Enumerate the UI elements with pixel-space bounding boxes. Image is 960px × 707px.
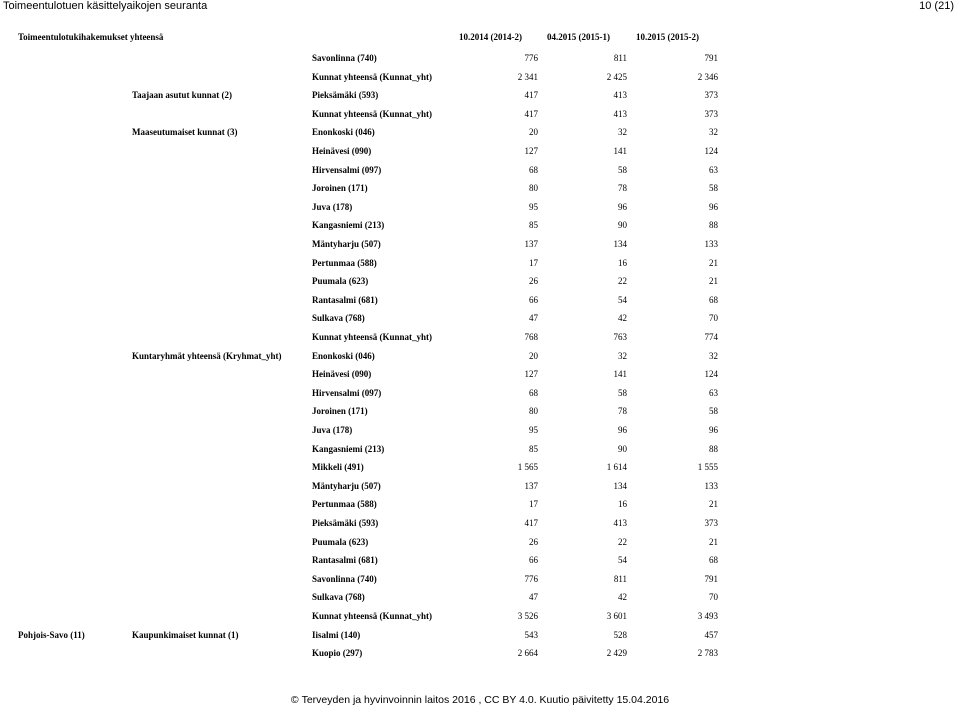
value-cell: 17 [529,258,538,268]
value-cell: 2 341 [517,72,538,82]
value-cell: 20 [529,351,538,361]
value-cell: 3 526 [517,611,538,621]
row-region-label: Pohjois-Savo (11) [18,630,85,640]
value-cell: 85 [529,444,538,454]
value-cell: 791 [704,53,718,63]
value-cell: 124 [704,146,718,156]
value-cell: 124 [704,369,718,379]
value-cell: 54 [618,555,627,565]
value-cell: 2 664 [517,648,538,658]
value-cell: 1 565 [517,462,538,472]
value-cell: 26 [529,537,538,547]
value-cell: 763 [613,332,627,342]
value-cell: 66 [529,295,538,305]
row-group-label: Kuntaryhmät yhteensä (Kryhmat_yht) [132,351,282,361]
value-cell: 134 [613,239,627,249]
value-cell: 768 [524,332,538,342]
copyright-symbol: © [290,694,299,706]
column-header-2015-2: 10.2015 (2015-2) [636,32,699,42]
row-municipality-label: Rantasalmi (681) [312,295,378,305]
value-cell: 96 [709,425,718,435]
row-municipality-label: Puumala (623) [312,537,369,547]
value-cell: 47 [529,592,538,602]
value-cell: 1 555 [697,462,718,472]
value-cell: 133 [704,239,718,249]
value-cell: 88 [709,444,718,454]
row-municipality-label: Enonkoski (046) [312,351,375,361]
value-cell: 2 425 [606,72,627,82]
row-municipality-label: Rantasalmi (681) [312,555,378,565]
value-cell: 1 614 [606,462,627,472]
row-municipality-label: Joroinen (171) [312,406,368,416]
value-cell: 96 [709,202,718,212]
value-cell: 66 [529,555,538,565]
row-municipality-label: Enonkoski (046) [312,127,375,137]
row-municipality-label: Savonlinna (740) [312,53,377,63]
row-municipality-label: Kangasniemi (213) [312,444,385,454]
value-cell: 22 [618,276,627,286]
row-municipality-label: Mikkeli (491) [312,462,364,472]
row-municipality-label: Kunnat yhteensä (Kunnat_yht) [312,109,433,119]
row-municipality-label: Hirvensalmi (097) [312,388,382,398]
value-cell: 16 [618,499,627,509]
value-cell: 26 [529,276,538,286]
column-header-2014-2: 10.2014 (2014-2) [459,32,522,42]
value-cell: 413 [613,109,627,119]
row-municipality-label: Mäntyharju (507) [312,239,381,249]
value-cell: 80 [529,183,538,193]
column-header-2015-1: 04.2015 (2015-1) [547,32,610,42]
value-cell: 2 346 [697,72,718,82]
value-cell: 58 [618,388,627,398]
value-cell: 137 [524,481,538,491]
report-title: Toimeentulotuen käsittelyaikojen seuranta [3,0,208,12]
value-cell: 127 [524,369,538,379]
value-cell: 68 [709,295,718,305]
value-cell: 68 [529,165,538,175]
row-municipality-label: Heinävesi (090) [312,369,372,379]
value-cell: 811 [613,53,627,63]
row-municipality-label: Puumala (623) [312,276,369,286]
value-cell: 373 [704,518,718,528]
row-municipality-label: Juva (178) [312,202,353,212]
value-cell: 811 [613,574,627,584]
value-cell: 58 [618,165,627,175]
value-cell: 373 [704,90,718,100]
row-municipality-label: Heinävesi (090) [312,146,372,156]
row-municipality-label: Juva (178) [312,425,353,435]
value-cell: 21 [709,258,718,268]
value-cell: 457 [704,630,718,640]
value-cell: 137 [524,239,538,249]
value-cell: 776 [524,574,538,584]
row-municipality-label: Sulkava (768) [312,592,365,602]
row-municipality-label: Pertunmaa (588) [312,258,377,268]
value-cell: 88 [709,220,718,230]
value-cell: 78 [618,183,627,193]
row-municipality-label: Mäntyharju (507) [312,481,381,491]
footer-text: Terveyden ja hyvinvoinnin laitos 2016 , CC BY 4.0. Kuutio päivitetty 15.04.2016 [301,694,670,706]
value-cell: 32 [709,351,718,361]
value-cell: 54 [618,295,627,305]
value-cell: 63 [709,165,718,175]
value-cell: 32 [618,127,627,137]
row-group-label: Maaseutumaiset kunnat (3) [132,127,238,137]
footer [0,694,960,706]
row-municipality-label: Kunnat yhteensä (Kunnat_yht) [312,611,433,621]
value-cell: 141 [613,369,627,379]
value-cell: 21 [709,537,718,547]
value-cell: 127 [524,146,538,156]
value-cell: 543 [524,630,538,640]
value-cell: 776 [524,53,538,63]
value-cell: 774 [704,332,718,342]
value-cell: 3 601 [606,611,627,621]
value-cell: 42 [618,313,627,323]
row-municipality-label: Kangasniemi (213) [312,220,385,230]
value-cell: 42 [618,592,627,602]
row-municipality-label: Savonlinna (740) [312,574,377,584]
value-cell: 96 [618,425,627,435]
row-municipality-label: Pieksämäki (593) [312,90,379,100]
value-cell: 791 [704,574,718,584]
value-cell: 80 [529,406,538,416]
value-cell: 70 [709,313,718,323]
row-municipality-label: Pieksämäki (593) [312,518,379,528]
row-group-label: Kaupunkimaiset kunnat (1) [132,630,239,640]
page-header [0,0,960,16]
value-cell: 417 [524,518,538,528]
row-municipality-label: Iisalmi (140) [312,630,361,640]
value-cell: 78 [618,406,627,416]
value-cell: 141 [613,146,627,156]
value-cell: 3 493 [697,611,718,621]
value-cell: 47 [529,313,538,323]
value-cell: 95 [529,202,538,212]
value-cell: 528 [613,630,627,640]
value-cell: 58 [709,406,718,416]
value-cell: 133 [704,481,718,491]
value-cell: 134 [613,481,627,491]
page-number: 10 (21) [919,0,954,12]
value-cell: 17 [529,499,538,509]
value-cell: 16 [618,258,627,268]
value-cell: 32 [709,127,718,137]
value-cell: 2 429 [606,648,627,658]
value-cell: 417 [524,109,538,119]
value-cell: 95 [529,425,538,435]
value-cell: 21 [709,499,718,509]
row-municipality-label: Hirvensalmi (097) [312,165,382,175]
value-cell: 90 [618,220,627,230]
row-group-label: Taajaan asutut kunnat (2) [132,90,232,100]
value-cell: 63 [709,388,718,398]
value-cell: 417 [524,90,538,100]
value-cell: 68 [529,388,538,398]
row-municipality-label: Joroinen (171) [312,183,368,193]
value-cell: 85 [529,220,538,230]
value-cell: 32 [618,351,627,361]
value-cell: 22 [618,537,627,547]
value-cell: 413 [613,90,627,100]
value-cell: 58 [709,183,718,193]
row-header-title: Toimeentulotukihakemukset yhteensä [18,32,164,42]
value-cell: 2 783 [697,648,718,658]
value-cell: 70 [709,592,718,602]
row-municipality-label: Sulkava (768) [312,313,365,323]
value-cell: 413 [613,518,627,528]
value-cell: 96 [618,202,627,212]
value-cell: 21 [709,276,718,286]
row-municipality-label: Kunnat yhteensä (Kunnat_yht) [312,332,433,342]
value-cell: 373 [704,109,718,119]
value-cell: 20 [529,127,538,137]
row-municipality-label: Kunnat yhteensä (Kunnat_yht) [312,72,433,82]
value-cell: 90 [618,444,627,454]
row-municipality-label: Pertunmaa (588) [312,499,377,509]
row-municipality-label: Kuopio (297) [312,648,363,658]
value-cell: 68 [709,555,718,565]
